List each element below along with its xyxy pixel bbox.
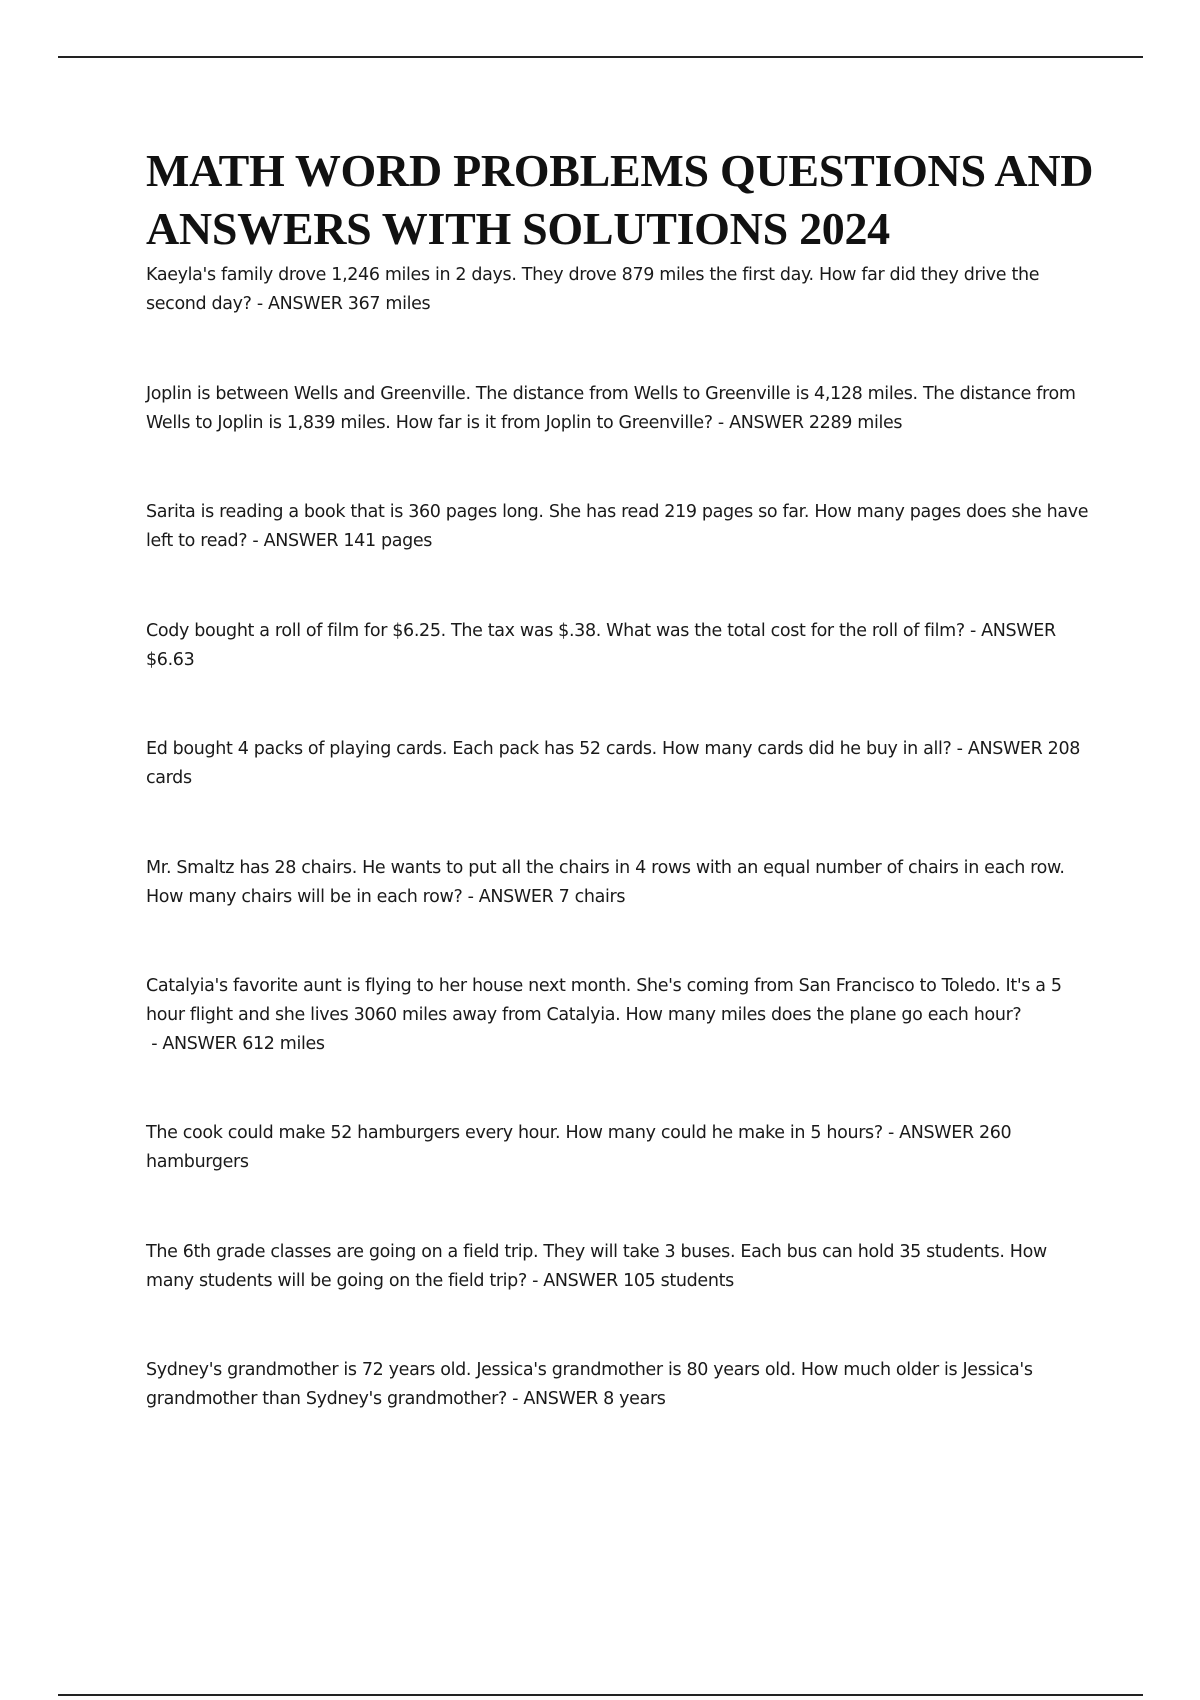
answer-separator: - (882, 1123, 900, 1143)
qa-item-6 (146, 854, 1096, 973)
answer-text: ANSWER 8 years (523, 1389, 666, 1409)
answer-separator: - (247, 531, 264, 551)
question-text: Kaeyla's family drove 1,246 miles in 2 days. They drove 879 miles the first day. How far did they drive the second day? (146, 265, 1040, 314)
top-divider (58, 56, 1143, 58)
qa-item-4 (146, 617, 1096, 736)
qa-item-3 (146, 498, 1096, 617)
question-text: Joplin is between Wells and Greenville. The distance from Wells to Greenville is 4,128 miles. The distance from Wells to Joplin is 1,839 miles. How far is it from Joplin to Greenville? (146, 383, 1076, 433)
question-text: The 6th grade classes are going on a field trip. They will take 3 buses. Each bus can hold 35 students. How many students will be going on the field trip? (146, 1241, 1047, 1291)
answer-text: ANSWER 7 chairs (478, 886, 626, 907)
answer-separator: - (526, 1270, 544, 1291)
answer-text: ANSWER 260 hamburgers (146, 1123, 1012, 1172)
question-text: Sydney's grandmother is 72 years old. Jessica's grandmother is 80 years old. How much older is Jessica's grandmother than Sydney's grandmother? (146, 1360, 1033, 1409)
qa-item-2 (146, 380, 1096, 499)
question-text: Cody bought a roll of film for $6.25. The tax was $.38. What was the total cost for the roll of film? (146, 620, 965, 641)
qa-item-10 (146, 1356, 1096, 1475)
question-text: Ed bought 4 packs of playing cards. Each pack has 52 cards. How many cards did he buy in all? (146, 739, 952, 759)
answer-separator: - (964, 620, 982, 641)
question-text: Catalyia's favorite aunt is flying to her house next month. She's coming from San Francisco to Toledo. It's a 5 hour flight and she lives 3060 miles away from Catalyia. How many miles does the plane go each hour? (146, 976, 1062, 1025)
answer-text: ANSWER 141 pages (263, 531, 433, 551)
answer-separator: - (251, 294, 268, 314)
question-text: Mr. Smaltz has 28 chairs. He wants to put all the chairs in 4 rows with an equal number of chairs in each row. How many chairs will be in each row? (146, 857, 1065, 907)
document-title: MATH WORD PROBLEMS QUESTIONS AND ANSWERS WITH SOLUTIONS 2024 (146, 145, 1094, 254)
answer-text: ANSWER 208 cards (146, 739, 1081, 788)
qa-list (146, 261, 1096, 1475)
answer-text: ANSWER $6.63 (146, 620, 1056, 670)
answer-separator: - (506, 1389, 524, 1409)
qa-item-1 (146, 261, 1096, 380)
answer-text: ANSWER 105 students (543, 1270, 734, 1291)
answer-separator: - (712, 412, 730, 433)
answer-text: ANSWER 612 miles (162, 1034, 325, 1054)
bottom-divider (58, 1694, 1143, 1696)
answer-text: ANSWER 2289 miles (729, 412, 903, 433)
answer-separator: - (951, 739, 968, 759)
document-body (146, 142, 1096, 1475)
answer-separator: - (146, 1034, 163, 1054)
answer-text: ANSWER 367 miles (268, 294, 431, 314)
question-text: The cook could make 52 hamburgers every hour. How many could he make in 5 hours? (146, 1123, 883, 1143)
qa-item-9 (146, 1238, 1096, 1357)
qa-item-5 (146, 735, 1096, 854)
answer-separator: - (462, 886, 479, 907)
qa-item-8 (146, 1119, 1096, 1238)
question-text: Sarita is reading a book that is 360 pages long. She has read 219 pages so far. How many pages does she have left to read? (146, 502, 1089, 551)
qa-item-7 (146, 972, 1096, 1119)
